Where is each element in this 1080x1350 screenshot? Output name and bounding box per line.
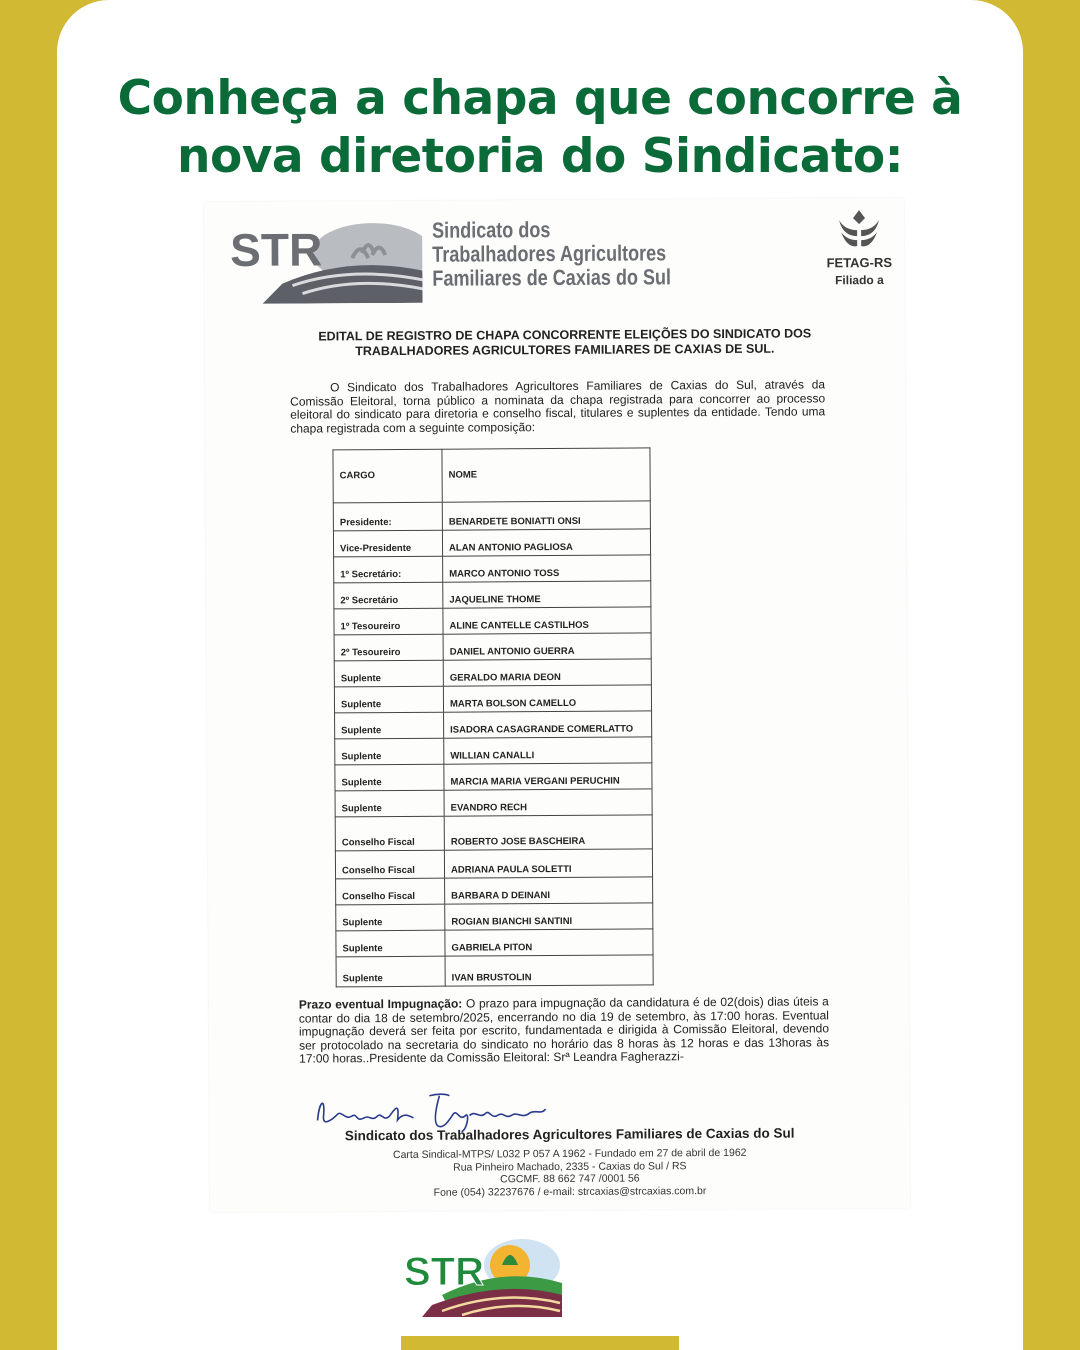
nome-cell: EVANDRO RECH <box>444 789 652 816</box>
org-title-line: Sindicato dos <box>432 217 551 243</box>
cargo-cell: Suplente <box>335 738 444 765</box>
nome-cell: MARTA BOLSON CAMELLO <box>443 685 651 712</box>
table-row <box>336 929 653 957</box>
footer-line: Rua Pinheiro Machado, 2335 - Caxias do Sul / RS <box>453 1159 687 1174</box>
cargo-cell: Suplente <box>334 660 443 687</box>
cargo-cell: 1º Secretário: <box>334 556 443 583</box>
table-row <box>334 581 651 609</box>
svg-text:STR: STR <box>404 1250 484 1294</box>
nome-cell: ALAN ANTONIO PAGLIOSA <box>442 529 650 556</box>
cargo-cell: Vice-Presidente <box>333 530 442 557</box>
table-row <box>336 955 653 987</box>
svg-text:STR: STR <box>230 223 323 276</box>
footer-line: Carta Sindical-MTPS/ L032 P 057 A 1962 - Fundado em 27 de abril de 1962 <box>392 1146 747 1162</box>
cargo-cell: Presidente: <box>333 502 442 531</box>
cargo-cell: 1º Tesoureiro <box>334 608 443 635</box>
cargo-cell: Suplente <box>336 956 445 987</box>
prazo-paragraph <box>299 995 829 1066</box>
nome-cell: ROBERTO JOSE BASCHEIRA <box>444 815 652 850</box>
cargo-cell: Suplente <box>335 790 444 817</box>
str-logo-icon <box>222 213 423 304</box>
fetag-sub: Filiado a <box>835 272 884 288</box>
cargo-cell: Suplente <box>336 904 445 931</box>
table-row <box>335 849 652 879</box>
table-row <box>335 711 652 739</box>
table-row <box>335 737 652 765</box>
headline-line-1: Conheça a chapa que concorre à <box>117 71 963 126</box>
nome-cell: ALINE CANTELLE CASTILHOS <box>443 607 651 634</box>
org-title-line: Familiares de Caxias do Sul <box>432 264 672 291</box>
page-headline <box>57 70 1023 186</box>
bottom-accent-bar <box>401 1336 679 1350</box>
org-title <box>432 217 678 291</box>
table-row <box>333 529 650 557</box>
cargo-cell: 2º Tesoureiro <box>334 634 443 661</box>
nome-cell: JAQUELINE THOME <box>443 581 651 608</box>
nome-cell: GERALDO MARIA DEON <box>443 659 651 686</box>
table-header-row <box>333 448 650 503</box>
str-logo-bottom-icon <box>402 1235 562 1317</box>
edital-title: EDITAL DE REGISTRO DE CHAPA CONCORRENTE ELEIÇÕES DO SINDICATO DOS TRABALHADORES AGRICULTORES FAMILIARES DE CAXIAS DE SUL. <box>318 326 812 359</box>
cargo-cell: Conselho Fiscal <box>335 850 444 879</box>
table-row <box>334 555 651 583</box>
prazo-text: O prazo para impugnação da candidatura é de 02(dois) dias úteis a contar do dia 18 de setembro/2025, encerrando no dia 19 de setembro, às 17:00 horas. Eventual impugnação deverá ser feita por escrito, fundamentada e dirigida à Comissão Eleitoral, devendo ser protocolado na secretaria do sindicato no horário das 8 horas às 12 horas e das 13horas às 17:00 horas..Presidente da Comissão Eleitoral: Srª Leandra Fagherazzi- <box>298 994 830 1066</box>
fetag-wheat-icon <box>833 206 885 250</box>
cargo-cell: Suplente <box>334 686 443 713</box>
cargo-cell: Suplente <box>335 712 444 739</box>
nome-cell: DANIEL ANTONIO GUERRA <box>443 633 651 660</box>
footer-line: CGCMF. 88 662 747 /0001 56 <box>500 1172 640 1186</box>
nome-cell: BARBARA D DEINANI <box>445 877 653 904</box>
header-nome: NOME <box>442 448 650 502</box>
headline-line-2: nova diretoria do Sindicato: <box>177 129 903 184</box>
chapa-table <box>332 447 653 987</box>
footer-org-name: Sindicato dos Trabalhadores Agricultores Familiares de Caxias do Sul <box>344 1125 795 1144</box>
cargo-cell: Suplente <box>335 764 444 791</box>
table-row <box>335 789 652 817</box>
table-row <box>334 607 651 635</box>
nome-cell: ADRIANA PAULA SOLETTI <box>444 849 652 878</box>
cargo-cell: 2º Secretário <box>334 582 443 609</box>
org-title-line: Trabalhadores Agricultores <box>432 240 667 267</box>
prazo-lead: Prazo eventual Impugnação: <box>298 996 463 1012</box>
nome-cell: GABRIELA PITON <box>445 929 653 956</box>
nome-cell: MARCIA MARIA VERGANI PERUCHIN <box>444 763 652 790</box>
nome-cell: ISADORA CASAGRANDE COMERLATTO <box>444 711 652 738</box>
header-cargo: CARGO <box>333 449 442 503</box>
table-row <box>335 763 652 791</box>
nome-cell: BENARDETE BONIATTI ONSI <box>442 501 650 530</box>
intro-paragraph: O Sindicato dos Trabalhadores Agricultores Familiares de Caxias do Sul, através da Comissão Eleitoral, torna público a nominata da chapa registrada para concorrer ao processo eleitoral do sindicato para diretoria e conselho fiscal, titulares e suplentes da entidade. Tendo uma chapa registrada com a seguinte composição: <box>290 377 826 436</box>
table-row <box>335 815 652 851</box>
fetag-badge <box>814 206 904 288</box>
footer-line: Fone (054) 32237676 / e-mail: strcaxias@strcaxias.com.br <box>433 1184 707 1199</box>
content-card <box>57 0 1023 1350</box>
fetag-name: FETAG-RS <box>826 254 893 271</box>
table-row <box>334 659 651 687</box>
nome-cell: WILLIAN CANALLI <box>444 737 652 764</box>
edital-document <box>204 198 910 1212</box>
cargo-cell: Suplente <box>336 930 445 957</box>
cargo-cell: Conselho Fiscal <box>335 816 444 851</box>
table-row <box>336 903 653 931</box>
nome-cell: IVAN BRUSTOLIN <box>445 955 653 986</box>
footer-contact <box>270 1146 870 1200</box>
table-row <box>333 501 650 531</box>
table-row <box>336 877 653 905</box>
nome-cell: MARCO ANTONIO TOSS <box>443 555 651 582</box>
table-row <box>334 685 651 713</box>
nome-cell: ROGIAN BIANCHI SANTINI <box>445 903 653 930</box>
cargo-cell: Conselho Fiscal <box>336 878 445 905</box>
table-row <box>334 633 651 661</box>
